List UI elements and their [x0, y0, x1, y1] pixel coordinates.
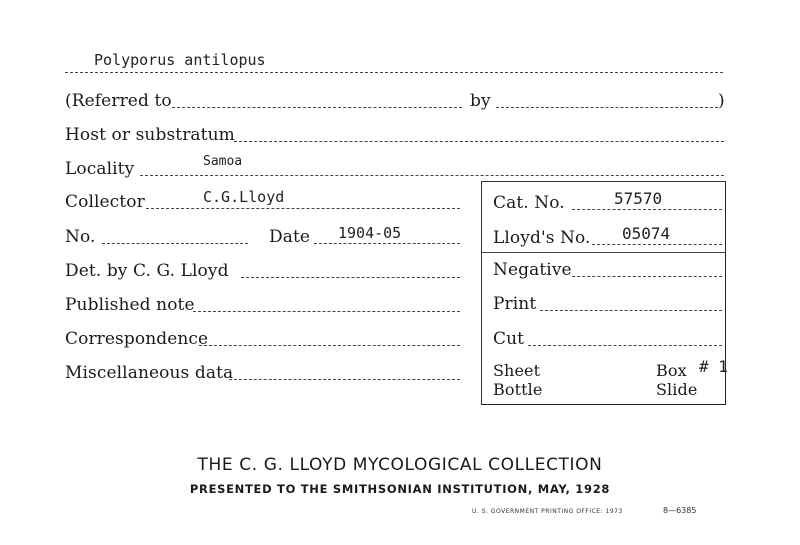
no-line [102, 243, 248, 244]
printing-office-note: U. S. GOVERNMENT PRINTING OFFICE: 1973 [472, 508, 623, 515]
host-line [234, 141, 724, 142]
lloyds-no-value: 05074 [622, 224, 671, 243]
print-line [540, 310, 722, 311]
collection-title: THE C. G. LLOYD MYCOLOGICAL COLLECTION [197, 455, 603, 475]
cat-no-line [572, 209, 722, 210]
cat-no-value: 57570 [614, 189, 663, 208]
misc-data-label: Miscellaneous data [65, 363, 234, 383]
cat-no-label: Cat. No. [493, 193, 565, 213]
by-label: by [470, 91, 491, 111]
species-line [65, 72, 723, 73]
cut-label: Cut [493, 329, 525, 349]
cut-line [528, 345, 722, 346]
correspondence-label: Correspondence [65, 329, 209, 349]
collector-line [146, 208, 460, 209]
bottle-label: Bottle [493, 380, 543, 399]
print-label: Print [493, 294, 537, 314]
lloyds-no-label: Lloyd's No. [493, 228, 591, 248]
no-label: No. [65, 227, 96, 247]
locality-line [140, 175, 724, 176]
referred-to-label: (Referred to [65, 91, 172, 111]
collector-label: Collector [65, 192, 145, 212]
box-number-value: # 1 [699, 357, 728, 376]
det-by-label: Det. by C. G. Lloyd [65, 261, 229, 281]
by-line [496, 107, 718, 108]
negative-line [572, 276, 722, 277]
box-label: Box [656, 361, 687, 380]
close-paren: ) [718, 91, 725, 111]
slide-label: Slide [656, 380, 698, 399]
misc-data-line [229, 379, 460, 380]
det-by-line [241, 277, 460, 278]
catalog-box-divider [481, 252, 725, 253]
form-code: 8—6385 [663, 506, 697, 515]
correspondence-line [199, 345, 460, 346]
locality-label: Locality [65, 159, 135, 179]
collector-value: C.G.Lloyd [203, 188, 285, 206]
negative-label: Negative [493, 260, 572, 280]
published-note-line [193, 311, 460, 312]
sheet-label: Sheet [493, 361, 541, 380]
lloyds-no-line [592, 244, 722, 245]
date-line [314, 243, 460, 244]
published-note-label: Published note [65, 295, 195, 315]
referred-to-line [172, 107, 462, 108]
species-name: Polyporus antilopus [94, 51, 266, 69]
date-label: Date [269, 227, 311, 247]
presented-to-line: PRESENTED TO THE SMITHSONIAN INSTITUTION, MAY, 1928 [189, 482, 611, 496]
locality-value: Samoa [203, 154, 243, 169]
host-label: Host or substratum [65, 125, 235, 145]
date-value: 1904-05 [338, 224, 402, 242]
